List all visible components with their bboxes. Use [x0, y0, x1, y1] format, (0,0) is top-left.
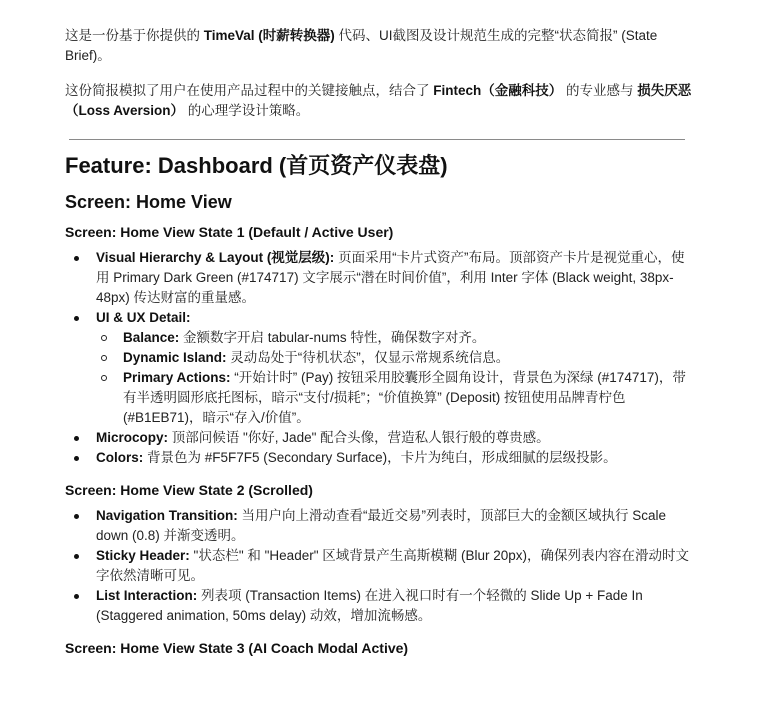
intro2-text-mid: 的专业感与 — [562, 83, 638, 98]
item-label: Primary Actions: — [123, 370, 231, 385]
state-1-heading: Screen: Home View State 1 (Default / Active User) — [65, 224, 394, 240]
item-label: Sticky Header: — [96, 548, 190, 563]
item-label: Visual Hierarchy & Layout (视觉层级): — [96, 250, 335, 265]
intro1-product-name: TimeVal (时薪转换器) — [203, 28, 335, 43]
sub-list-item — [96, 368, 695, 428]
list-item — [65, 308, 695, 428]
sub-list-item — [96, 328, 695, 348]
intro-paragraph-1 — [65, 26, 695, 66]
intro2-fintech: Fintech（金融科技） — [433, 83, 563, 98]
item-text: 灵动岛处于“待机状态”，仅显示常规系统信息。 — [226, 350, 510, 365]
item-text: 列表项 (Transaction Items) 在进入视口时有一个轻微的 Slide Up + Fade In (Staggered animation, 50ms delay) 动效，增加流畅感。 — [96, 588, 643, 623]
state-2-heading: Screen: Home View State 2 (Scrolled) — [65, 482, 313, 498]
intro2-text-end: 的心理学设计策略。 — [184, 103, 310, 118]
list-item — [65, 506, 695, 546]
state-3-heading: Screen: Home View State 3 (AI Coach Modal Active) — [65, 640, 409, 656]
list-item — [65, 448, 695, 468]
ux-detail-sublist — [96, 328, 695, 428]
state-1-section — [65, 222, 695, 468]
item-label: Dynamic Island: — [123, 350, 227, 365]
state-2-list — [65, 506, 695, 626]
item-text: 背景色为 #F5F7F5 (Secondary Surface)，卡片为纯白，形成细腻的层级投影。 — [143, 450, 617, 465]
feature-heading: Feature: Dashboard (首页资产仪表盘) — [65, 153, 448, 178]
item-text: “开始计时” (Pay) 按钮采用胶囊形全圆角设计，背景色为深绿 (#174717)，带有半透明圆形底托图标，暗示“支付/损耗”；“价值换算” (Deposit) 按钮使用品牌青柠色 (#B1EB71)，暗示“存入/价值”。 — [123, 370, 686, 425]
intro1-text: 这是一份基于你提供的 — [65, 28, 204, 43]
item-text: 顶部问候语 "你好, Jade" 配合头像，营造私人银行般的尊贵感。 — [168, 430, 550, 445]
item-label: List Interaction: — [96, 588, 198, 603]
intro1-text-end: 代码、UI截图及设计规范生成的完整“状态简报” (State Brief)。 — [65, 28, 658, 63]
item-label: Balance: — [123, 330, 180, 345]
screen-heading: Screen: Home View — [65, 192, 232, 212]
item-text: 金额数字开启 tabular-nums 特性，确保数字对齐。 — [179, 330, 486, 345]
sub-list-item — [96, 348, 695, 368]
item-label: Microcopy: — [96, 430, 169, 445]
item-label: Navigation Transition: — [96, 508, 238, 523]
item-text: "状态栏" 和 "Header" 区域背景产生高斯模糊 (Blur 20px)，确保列表内容在滑动时文字依然清晰可见。 — [96, 548, 690, 583]
item-text: 当用户向上滑动查看“最近交易”列表时，顶部巨大的金额区域执行 Scale down (0.8) 并渐变透明。 — [96, 508, 667, 543]
item-text: 页面采用“卡片式资产”布局。顶部资产卡片是视觉重心，使用 Primary Dark Green (#174717) 文字展示“潜在时间价值”，利用 Inter 字体 (Black weight, 38px-48px) 传达财富的重量感。 — [96, 250, 685, 305]
intro2-loss-aversion: 损失厌恶（Loss Aversion） — [65, 83, 692, 118]
list-item — [65, 428, 695, 448]
document-body — [65, 26, 695, 664]
state-2-section — [65, 480, 695, 626]
list-item — [65, 586, 695, 626]
intro2-text: 这份简报模拟了用户在使用产品过程中的关键接触点，结合了 — [65, 83, 434, 98]
item-label: UI & UX Detail: — [96, 310, 191, 325]
item-label: Colors: — [96, 450, 144, 465]
intro-paragraph-2 — [65, 81, 695, 121]
list-item — [65, 248, 695, 308]
list-item — [65, 546, 695, 586]
state-1-list — [65, 248, 695, 468]
section-divider — [69, 139, 685, 140]
